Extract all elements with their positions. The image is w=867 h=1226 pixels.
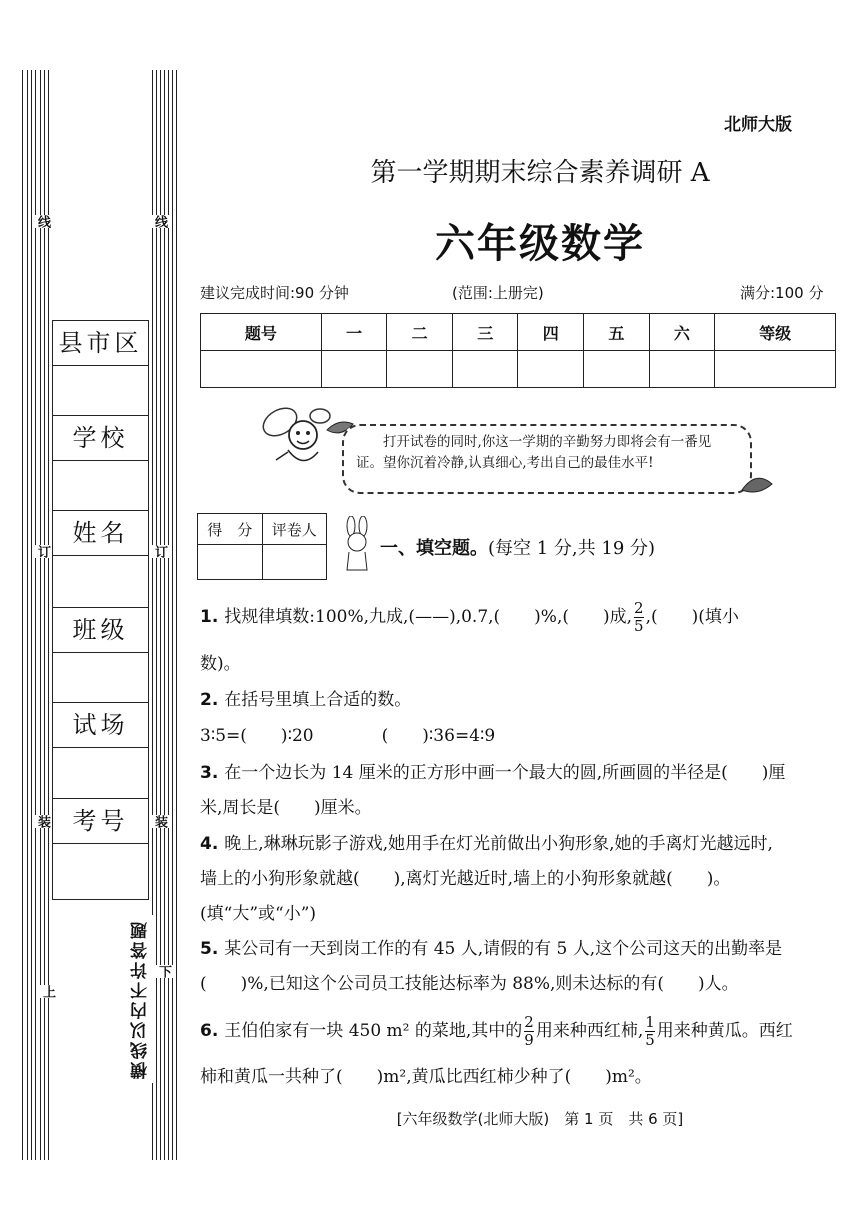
field-county[interactable] bbox=[52, 320, 149, 422]
question-1 bbox=[200, 600, 840, 635]
question-4-cont: 墙上的小狗形象就越( ),离灯光越近时,墙上的小狗形象就越( )。 bbox=[200, 869, 731, 889]
score-header: 三 bbox=[452, 314, 518, 351]
score-header: 四 bbox=[518, 314, 584, 351]
score-header: 二 bbox=[387, 314, 453, 351]
score-header: 六 bbox=[649, 314, 715, 351]
section-title: 一、填空题。 bbox=[380, 538, 488, 559]
grader-score-label: 得 分 bbox=[198, 514, 263, 545]
question-text: 王伯伯家有一块 450 m² 的菜地,其中的 bbox=[224, 1021, 523, 1041]
question-text: 在括号里填上合适的数。 bbox=[224, 690, 412, 710]
score-cell[interactable] bbox=[649, 351, 715, 388]
question-text: 用来种西红柿, bbox=[535, 1021, 644, 1041]
field-label: 班级 bbox=[53, 608, 148, 653]
rabbit-mascot-icon bbox=[337, 516, 377, 574]
question-3-cont: 米,周长是( )厘米。 bbox=[200, 798, 372, 818]
margin-mark-ding-left: 订 bbox=[35, 545, 50, 558]
grader-table bbox=[197, 513, 327, 580]
question-5-cont: ( )%,已知这个公司员工技能达标率为 88%,则未达标的有( )人。 bbox=[200, 974, 739, 994]
question-3 bbox=[200, 761, 840, 786]
question-number: 4. bbox=[200, 834, 219, 854]
question-text: 用来种黄瓜。西红 bbox=[656, 1021, 793, 1041]
question-2 bbox=[200, 688, 840, 713]
margin-mark-ding-right: 订 bbox=[152, 545, 167, 558]
exam-title: 六年级数学 bbox=[435, 221, 645, 267]
question-4 bbox=[200, 832, 840, 857]
question-5 bbox=[200, 937, 840, 962]
section-heading bbox=[380, 534, 655, 560]
margin-mark-shang: 上 bbox=[40, 985, 55, 998]
encouragement-tip: 打开试卷的同时,你这一学期的辛勤努力即将会有一番见证。望你沉着冷静,认真细心,考出自己的最佳水平! bbox=[342, 424, 752, 494]
grader-score-cell[interactable] bbox=[198, 545, 263, 580]
question-text: 在一个边长为 14 厘米的正方形中画一个最大的圆,所画圆的半径是( )厘 bbox=[224, 763, 786, 783]
score-cell[interactable] bbox=[321, 351, 387, 388]
score-header: 题号 bbox=[201, 314, 322, 351]
question-2-items: 3∶5=( )∶20 ( )∶36=4∶9 bbox=[200, 726, 496, 746]
margin-mark-xian-left: 线 bbox=[35, 215, 50, 228]
field-class[interactable] bbox=[52, 607, 149, 709]
page-footer: [六年级数学(北师大版) 第 1 页 共 6 页] bbox=[396, 1110, 684, 1128]
score-cell[interactable] bbox=[387, 351, 453, 388]
book-icon bbox=[740, 466, 774, 498]
scope-info: (范围:上册完) bbox=[452, 284, 544, 302]
grader-reviewer-cell[interactable] bbox=[262, 545, 327, 580]
field-label: 学校 bbox=[53, 416, 148, 461]
question-text: ,( )(填小 bbox=[645, 607, 739, 627]
score-cell[interactable] bbox=[452, 351, 518, 388]
question-text: 晚上,琳琳玩影子游戏,她用手在灯光前做出小狗形象,她的手离灯光越远时, bbox=[224, 834, 773, 854]
full-score-info: 满分:100 分 bbox=[740, 284, 824, 302]
question-text: 某公司有一天到岗工作的有 45 人,请假的有 5 人,这个公司这天的出勤率是 bbox=[224, 939, 783, 959]
score-header: 一 bbox=[321, 314, 387, 351]
question-number: 6. bbox=[200, 1021, 219, 1041]
field-label: 考号 bbox=[53, 799, 148, 844]
score-header: 等级 bbox=[715, 314, 836, 351]
score-cell[interactable] bbox=[201, 351, 322, 388]
field-exam-number[interactable] bbox=[52, 798, 149, 900]
margin-mark-xian-right: 线 bbox=[152, 215, 167, 228]
time-info: 建议完成时间:90 分钟 bbox=[200, 284, 349, 302]
score-cell[interactable] bbox=[518, 351, 584, 388]
question-number: 2. bbox=[200, 690, 219, 710]
field-exam-room[interactable] bbox=[52, 702, 149, 804]
margin-mark-zhuang-left: 装 bbox=[35, 815, 50, 828]
exam-subtitle: 第一学期期末综合素养调研 A bbox=[370, 158, 710, 188]
score-cell[interactable] bbox=[584, 351, 650, 388]
field-label: 姓名 bbox=[53, 511, 148, 556]
question-number: 5. bbox=[200, 939, 219, 959]
field-name[interactable] bbox=[52, 510, 149, 612]
fraction: $\frac{1}{5}$ bbox=[645, 1013, 655, 1049]
fraction: $\frac{2}{5}$ bbox=[634, 599, 644, 635]
field-label: 试场 bbox=[53, 703, 148, 748]
no-answer-note: 横线以内不许答题 bbox=[128, 915, 153, 1083]
score-table bbox=[200, 313, 836, 388]
question-text: 找规律填数:100%,九成,(——),0.7,( )%,( )成, bbox=[224, 607, 633, 627]
field-label: 县市区 bbox=[53, 321, 148, 366]
question-6-cont: 柿和黄瓜一共种了( )m²,黄瓜比西红柿少种了( )m²。 bbox=[200, 1067, 652, 1087]
margin-mark-xia: 下 bbox=[156, 965, 171, 978]
edition-label: 北师大版 bbox=[724, 115, 792, 135]
question-number: 3. bbox=[200, 763, 219, 783]
question-6 bbox=[200, 1014, 840, 1049]
score-cell[interactable] bbox=[715, 351, 836, 388]
grader-reviewer-label: 评卷人 bbox=[262, 514, 327, 545]
field-school[interactable] bbox=[52, 415, 149, 517]
section-note: (每空 1 分,共 19 分) bbox=[488, 538, 656, 559]
fraction: $\frac{2}{9}$ bbox=[524, 1013, 534, 1049]
margin-mark-zhuang-right: 装 bbox=[152, 815, 167, 828]
question-number: 1. bbox=[200, 607, 219, 627]
question-4-hint: (填“大”或“小”) bbox=[200, 904, 317, 924]
score-header: 五 bbox=[584, 314, 650, 351]
question-1-cont: 数)。 bbox=[200, 654, 241, 674]
